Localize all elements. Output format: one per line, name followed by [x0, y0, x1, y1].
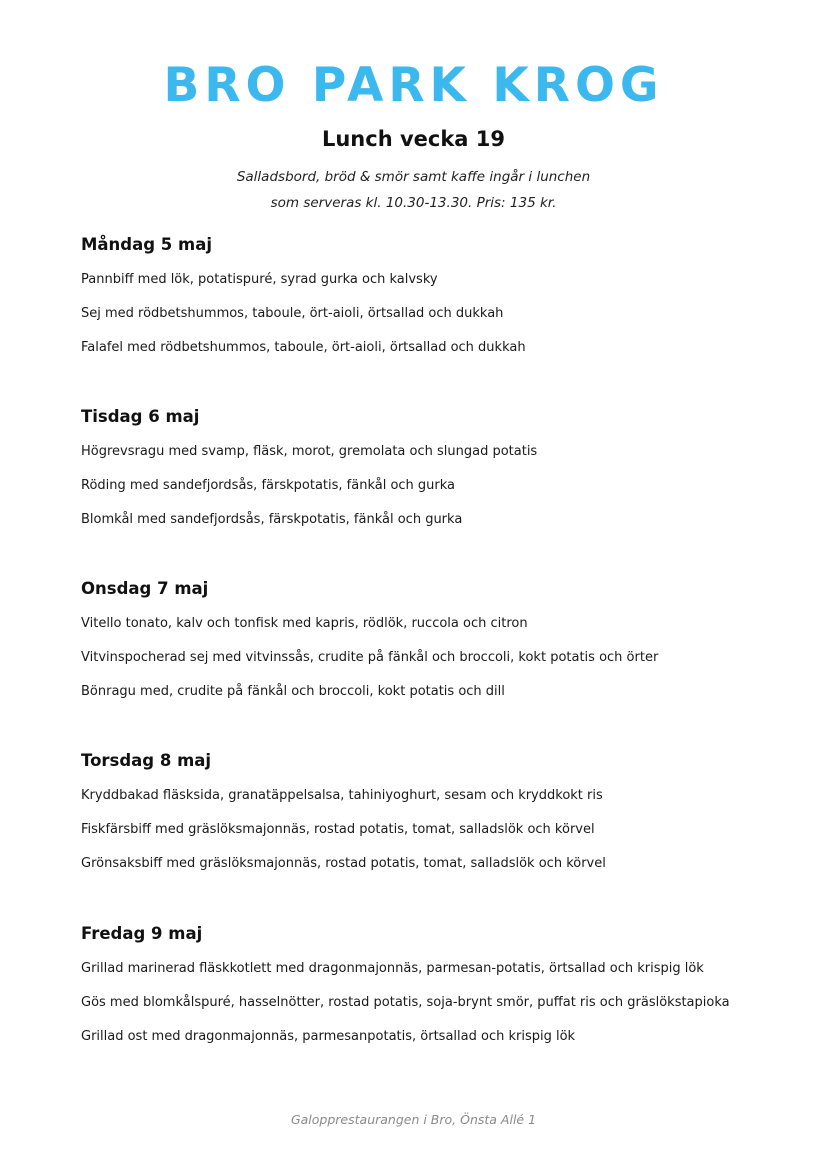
dish-item: Fiskfärsbiff med gräslöksmajonnäs, rostad potatis, tomat, salladslök och körvel — [81, 822, 595, 837]
dish-list — [81, 959, 761, 1047]
dish-item: Grönsaksbiff med gräslöksmajonnäs, rostad potatis, tomat, salladslök och körvel — [81, 856, 606, 871]
dish-list — [81, 270, 761, 358]
day-title: Tisdag 6 maj — [81, 407, 200, 426]
day-title: Torsdag 8 maj — [81, 751, 212, 770]
dish-item: Vitello tonato, kalv och tonfisk med kapris, rödlök, ruccola och citron — [81, 616, 528, 631]
day-monday — [81, 233, 761, 358]
dish-item: Kryddbakad fläsksida, granatäppelsalsa, tahiniyoghurt, sesam och kryddkokt ris — [81, 788, 603, 803]
dish-item: Vitvinspocherad sej med vitvinssås, crudite på fänkål och broccoli, kokt potatis och örter — [81, 650, 659, 665]
dish-item: Blomkål med sandefjordsås, färskpotatis, fänkål och gurka — [81, 512, 463, 527]
day-title: Fredag 9 maj — [81, 924, 203, 943]
menu-intro — [0, 164, 827, 216]
day-wednesday — [81, 577, 761, 702]
dish-item: Pannbiff med lök, potatispuré, syrad gurka och kalvsky — [81, 272, 438, 287]
dish-list — [81, 786, 761, 874]
day-title: Onsdag 7 maj — [81, 579, 209, 598]
dish-list — [81, 614, 761, 702]
dish-item: Bönragu med, crudite på fänkål och broccoli, kokt potatis och dill — [81, 684, 505, 699]
menu-week-title: Lunch vecka 19 — [321, 127, 506, 151]
intro-line-2: som serveras kl. 10.30-13.30. Pris: 135 kr. — [270, 195, 557, 211]
dish-item: Högrevsragu med svamp, fläsk, morot, gremolata och slungad potatis — [81, 444, 538, 459]
footer-address: Galopprestaurangen i Bro, Önsta Allé 1 — [290, 1112, 537, 1127]
dish-item: Falafel med rödbetshummos, taboule, ört-aioli, örtsallad och dukkah — [81, 340, 526, 355]
intro-line-1: Salladsbord, bröd & smör samt kaffe ingår i lunchen — [236, 169, 591, 185]
day-title: Måndag 5 maj — [81, 235, 213, 254]
restaurant-name: BRO PARK KROG — [163, 58, 664, 113]
dish-item: Sej med rödbetshummos, taboule, ört-aioli, örtsallad och dukkah — [81, 306, 504, 321]
day-friday — [81, 922, 761, 1047]
day-thursday — [81, 749, 761, 874]
dish-item: Gös med blomkålspuré, hasselnötter, rostad potatis, soja-brynt smör, puffat ris och gräslökstapioka — [81, 995, 730, 1010]
dish-item: Grillad ost med dragonmajonnäs, parmesanpotatis, örtsallad och krispig lök — [81, 1029, 576, 1044]
dish-list — [81, 442, 761, 530]
dish-item: Röding med sandefjordsås, färskpotatis, fänkål och gurka — [81, 478, 456, 493]
dish-item: Grillad marinerad fläskkotlett med dragonmajonnäs, parmesan-potatis, örtsallad och krispig lök — [81, 961, 704, 976]
day-tuesday — [81, 405, 761, 530]
